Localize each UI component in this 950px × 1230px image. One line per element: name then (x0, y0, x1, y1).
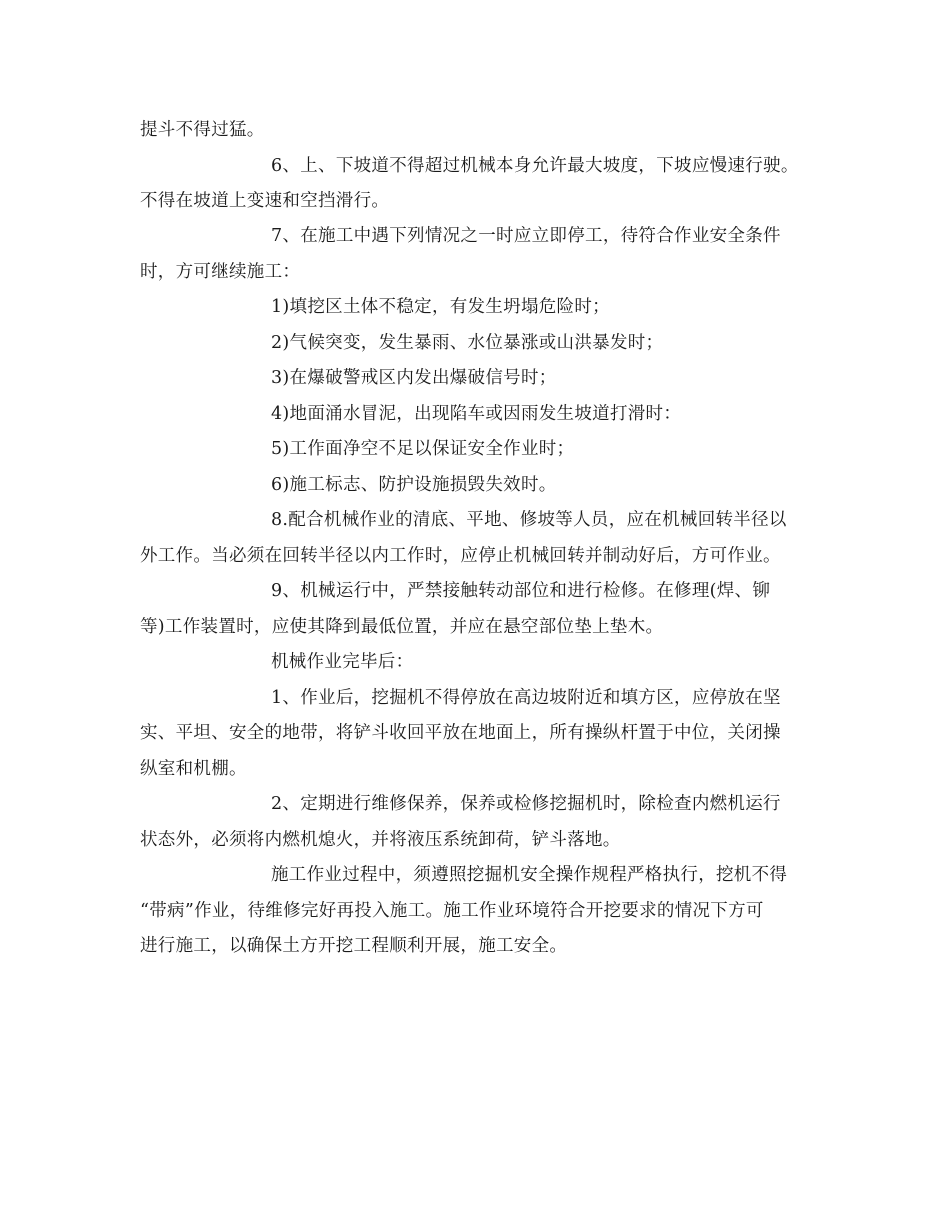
text-line: 状态外，必须将内燃机熄火，并将液压系统卸荷，铲斗落地。 (140, 830, 621, 850)
text-line: 9、机械运行中，严禁接触转动部位和进行检修。在修理(焊、铆 (271, 581, 771, 601)
text-line: 提斗不得过猛。 (140, 120, 265, 140)
text-line: 6、上、下坡道不得超过机械本身允许最大坡度，下坡应慢速行驶。 (271, 156, 799, 176)
text-line: 施工作业过程中，须遵照挖掘机安全操作规程严格执行，挖机不得 (271, 865, 788, 885)
list-item: 2)气候突变，发生暴雨、水位暴涨或山洪暴发时； (271, 333, 664, 353)
section-heading: 机械作业完毕后： (271, 652, 414, 672)
list-item: 4)地面涌水冒泥，出现陷车或因雨发生坡道打滑时： (271, 404, 682, 424)
text-line: “带病”作业，待维修完好再投入施工。施工作业环境符合开挖要求的情况下方可 (140, 901, 764, 921)
text-line: 纵室和机棚。 (140, 759, 247, 779)
text-line: 不得在坡道上变速和空挡滑行。 (140, 191, 390, 211)
list-item: 3)在爆破警戒区内发出爆破信号时； (271, 368, 557, 388)
text-line: 2、定期进行维修保养，保养或检修挖掘机时，除检查内燃机运行 (271, 794, 781, 814)
text-line: 进行施工，以确保土方开挖工程顺利开展，施工安全。 (140, 936, 568, 956)
text-line: 时，方可继续施工： (140, 262, 301, 282)
text-line: 7、在施工中遇下列情况之一时应立即停工，待符合作业安全条件 (271, 226, 781, 246)
text-line: 实、平坦、安全的地带，将铲斗收回平放在地面上，所有操纵杆置于中位，关闭操 (140, 723, 781, 743)
list-item: 1)填挖区土体不稳定，有发生坍塌危险时； (271, 297, 610, 317)
list-item: 5)工作面净空不足以保证安全作业时； (271, 439, 575, 459)
text-line: 8.配合机械作业的清底、平地、修坡等人员，应在机械回转半径以 (271, 510, 787, 530)
text-line: 外工作。当必须在回转半径以内工作时，应停止机械回转并制动好后，方可作业。 (140, 546, 781, 566)
text-line: 等)工作装置时，应使其降到最低位置，并应在悬空部位垫上垫木。 (140, 617, 664, 637)
list-item: 6)施工标志、防护设施损毁失效时。 (271, 475, 557, 495)
text-line: 1、作业后，挖掘机不得停放在高边坡附近和填方区，应停放在坚 (271, 688, 781, 708)
